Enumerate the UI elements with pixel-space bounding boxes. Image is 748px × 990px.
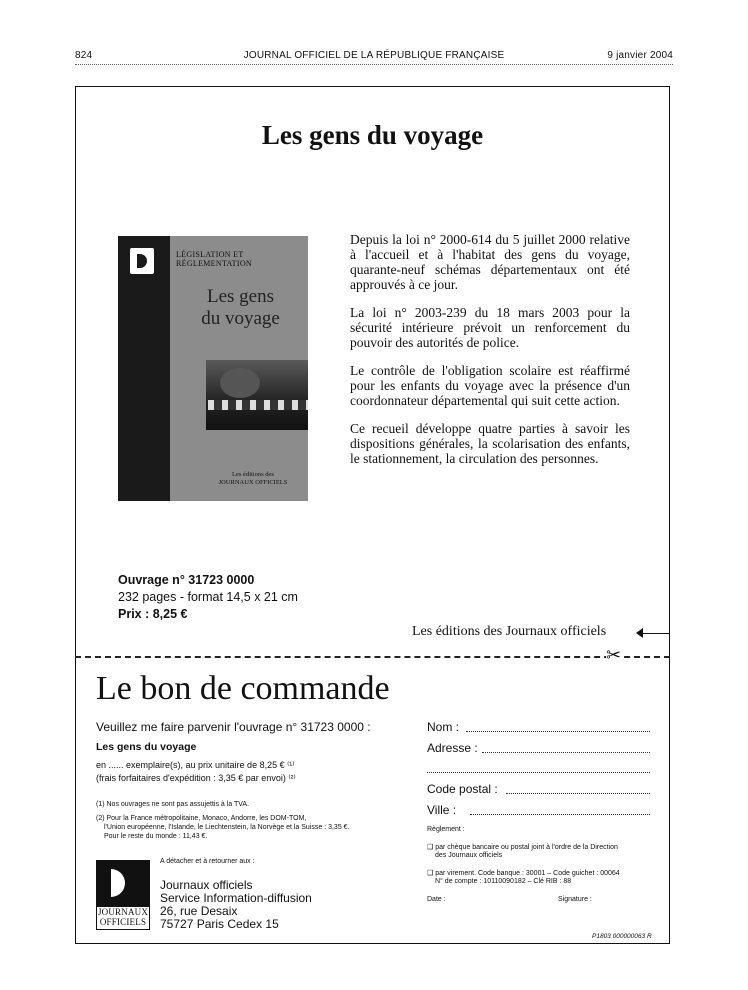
- logo-text: OFFICIELS: [99, 917, 147, 927]
- cover-band: [118, 236, 170, 501]
- cheque-option[interactable]: ❑ par chèque bancaire ou postal joint à l'ordre de la Direction: [427, 844, 618, 851]
- description-paragraph: La loi n° 2003-239 du 18 mars 2003 pour la sécurité intérieure prévoit un renforcement du pouvoir des autorités de police.: [350, 305, 630, 350]
- description-paragraph: Le contrôle de l'obligation scolaire est réaffirmé pour les enfants du voyage avec la présence d'un coordonnateur départemental qui suit cette action.: [350, 363, 630, 408]
- detach-label: A détacher et à retourner aux :: [160, 858, 255, 865]
- footnote: (2) Pour la France métropolitaine, Monaco, Andorre, les DOM-TOM,: [96, 815, 307, 822]
- date-label: Date :: [427, 896, 446, 903]
- adresse-field-line2[interactable]: [427, 772, 650, 773]
- cover-publisher: [198, 471, 308, 487]
- adresse-field[interactable]: [482, 752, 650, 753]
- book-price: Prix : 8,25 €: [118, 607, 188, 621]
- cover-title-line: du voyage: [201, 308, 280, 329]
- description-paragraph: Ce recueil développe quatre parties à savoir les dispositions générales, la scolarisation des enfants, le stationnement, la circulation des personnes.: [350, 421, 630, 466]
- publisher-credit: Les éditions des Journaux officiels: [412, 624, 607, 639]
- footnote: Pour le reste du monde : 11,43 €.: [104, 833, 208, 840]
- journaux-officiels-logo-icon: [130, 248, 154, 274]
- order-quantity-line: en ...... exemplaire(s), au prix unitaire de 8,25 € ⁽¹⁾: [96, 760, 295, 770]
- order-shipping-line: (frais forfaitaires d'expédition : 3,35 € par envoi) ⁽²⁾: [96, 773, 296, 783]
- nom-label: Nom :: [427, 720, 460, 734]
- address-line: Service Information-diffusion: [160, 891, 312, 905]
- ville-field[interactable]: [470, 814, 650, 815]
- journal-title: JOURNAL OFFICIEL DE LA RÉPUBLIQUE FRANÇAISE: [243, 50, 505, 61]
- order-book-title: Les gens du voyage: [96, 741, 197, 753]
- cheque-option-line2: des Journaux officiels: [435, 852, 503, 859]
- address-line: 75727 Paris Cedex 15: [160, 917, 279, 931]
- book-description: [350, 232, 630, 479]
- description-paragraph: Depuis la loi n° 2000-614 du 5 juillet 2000 relative à l'accueil et à l'habitat des gens du voyage, quarante-neuf schémas départementaux ont été approuvés à ce jour.: [350, 232, 630, 292]
- reglement-label: Règlement :: [427, 826, 465, 833]
- journaux-officiels-logo: [96, 860, 150, 930]
- journaux-officiels-logo-icon: [97, 861, 149, 907]
- reference-code: P1803 000000063 R: [592, 933, 652, 940]
- logo-text: JOURNAUX: [97, 907, 149, 917]
- header-rule: [75, 64, 673, 65]
- cover-title: [178, 286, 303, 330]
- adresse-label: Adresse :: [427, 741, 478, 755]
- arrow-line: [640, 633, 670, 634]
- order-intro: Veuillez me faire parvenir l'ouvrage n° 31723 0000 :: [96, 720, 371, 734]
- cover-publisher-line: JOURNAUX OFFICIELS: [218, 479, 288, 486]
- signature-label: Signature :: [558, 896, 592, 903]
- virement-option[interactable]: ❑ par virement. Code banque : 30001 – Code guichet : 00064: [427, 870, 620, 877]
- nom-field[interactable]: [466, 731, 650, 732]
- footnote: (1) Nos ouvrages ne sont pas assujettis à la TVA.: [96, 801, 250, 808]
- ville-label: Ville :: [427, 803, 457, 817]
- footnote: l'Union européenne, l'Islande, le Liechtenstein, la Norvège et la Suisse : 3,35 €.: [104, 824, 350, 831]
- book-number: Ouvrage n° 31723 0000: [118, 573, 255, 587]
- code-postal-label: Code postal :: [427, 782, 498, 796]
- order-form-title: Le bon de commande: [96, 670, 390, 707]
- address-line: 26, rue Desaix: [160, 904, 238, 918]
- cover-header: LÉGISLATION ET RÉGLEMENTATION: [176, 250, 252, 268]
- issue-date: 9 janvier 2004: [607, 50, 673, 61]
- book-cover: [118, 236, 308, 501]
- page-number: 824: [75, 50, 93, 61]
- code-postal-field[interactable]: [506, 793, 650, 794]
- arrow-left-icon: [636, 628, 643, 638]
- virement-option-line2: N° de compte : 10110090182 – Clé RIB : 88: [435, 878, 572, 885]
- cover-publisher-line: Les éditions des: [232, 471, 274, 478]
- scissors-icon: ✂: [606, 645, 622, 665]
- ad-title: Les gens du voyage: [261, 120, 484, 150]
- cut-line: [75, 656, 670, 658]
- cover-photo: [206, 360, 308, 430]
- book-pages-format: 232 pages - format 14,5 x 21 cm: [118, 590, 298, 604]
- cover-title-line: Les gens: [206, 286, 274, 307]
- address-line: Journaux officiels: [160, 878, 253, 892]
